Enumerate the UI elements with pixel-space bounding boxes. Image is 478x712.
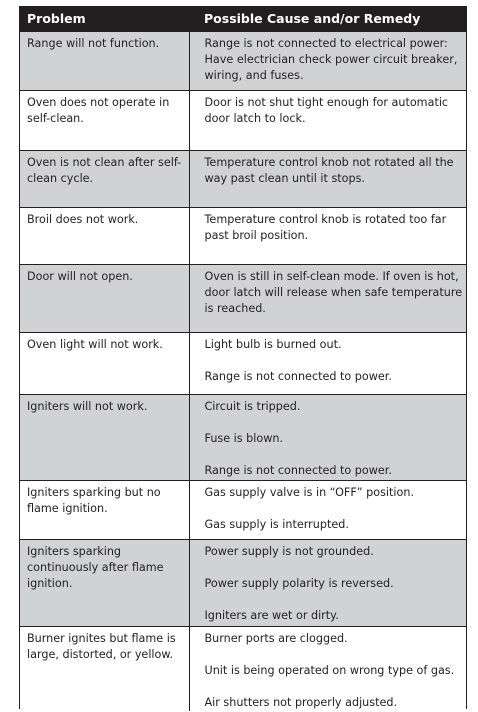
- cause-cell: [189, 208, 466, 265]
- cause-cell: [189, 32, 466, 91]
- table-row: [20, 91, 466, 151]
- problem-cell: [20, 395, 189, 481]
- problem-text: Broil does not work.: [27, 213, 139, 226]
- problem-cell: [20, 481, 189, 540]
- problem-column-header: Problem: [20, 7, 189, 32]
- troubleshooting-table-frame: [19, 6, 467, 709]
- remedy-text: Burner ports are clogged.: [204, 632, 348, 645]
- table-row: [20, 395, 466, 481]
- remedy-text: Light bulb is burned out.: [204, 338, 342, 351]
- problem-text: Oven light will not work.: [27, 338, 163, 351]
- problem-text: Oven does not operate in self-clean.: [27, 96, 170, 125]
- table-row: [20, 265, 466, 333]
- problem-text: Range will not function.: [27, 37, 160, 50]
- problem-text: Burner ignites but flame is large, distorted, or yellow.: [27, 632, 176, 661]
- problem-cell: [20, 32, 189, 91]
- cause-cell: [189, 481, 466, 540]
- remedy-text: Unit is being operated on wrong type of gas.: [204, 664, 455, 677]
- cause-column-header: Possible Cause and/or Remedy: [189, 7, 466, 32]
- remedy-text: Range is not connected to power.: [204, 464, 392, 477]
- remedy-text: Range is not connected to power.: [204, 370, 392, 383]
- remedy-text: Temperature control knob is rotated too far past broil position.: [204, 213, 447, 242]
- remedy-text: Power supply polarity is reversed.: [204, 577, 394, 590]
- cause-cell: [189, 265, 466, 333]
- remedy-text: Igniters are wet or dirty.: [204, 609, 339, 622]
- problem-text: Door will not open.: [27, 270, 133, 283]
- problem-text: Igniters will not work.: [27, 400, 148, 413]
- cause-cell: [189, 91, 466, 151]
- table-header-row: [20, 7, 466, 32]
- remedy-text: Oven is still in self-clean mode. If oven is hot, door latch will release when safe temperature is reached.: [204, 270, 463, 315]
- table-row: [20, 208, 466, 265]
- troubleshooting-table: [20, 7, 466, 711]
- remedy-text: Gas supply is interrupted.: [204, 518, 349, 531]
- problem-text: Oven is not clean after self-clean cycle.: [27, 156, 182, 185]
- table-row: [20, 32, 466, 91]
- problem-cell: [20, 540, 189, 627]
- problem-cell: [20, 333, 189, 395]
- remedy-text: Air shutters not properly adjusted.: [204, 696, 398, 709]
- cause-cell: [189, 395, 466, 481]
- cause-cell: [189, 151, 466, 208]
- cause-cell: [189, 540, 466, 627]
- table-row: [20, 627, 466, 712]
- cause-cell: [189, 627, 466, 712]
- remedy-text: Range is not connected to electrical power: Have electrician check power circuit breaker, wiring, and fuses.: [204, 37, 458, 82]
- problem-text: Igniters sparking but no flame ignition.: [27, 486, 161, 515]
- remedy-text: Temperature control knob not rotated all the way past clean until it stops.: [204, 156, 454, 185]
- problem-text: Igniters sparking continuously after flame ignition.: [27, 545, 164, 590]
- problem-cell: [20, 265, 189, 333]
- remedy-text: Fuse is blown.: [204, 432, 284, 445]
- remedy-text: Power supply is not grounded.: [204, 545, 374, 558]
- problem-cell: [20, 208, 189, 265]
- remedy-text: Gas supply valve is in “OFF” position.: [204, 486, 415, 499]
- problem-cell: [20, 91, 189, 151]
- table-row: [20, 540, 466, 627]
- table-row: [20, 333, 466, 395]
- problem-cell: [20, 627, 189, 712]
- problem-cell: [20, 151, 189, 208]
- cause-cell: [189, 333, 466, 395]
- table-row: [20, 151, 466, 208]
- table-row: [20, 481, 466, 540]
- remedy-text: Door is not shut tight enough for automatic door latch to lock.: [204, 96, 449, 125]
- remedy-text: Circuit is tripped.: [204, 400, 301, 413]
